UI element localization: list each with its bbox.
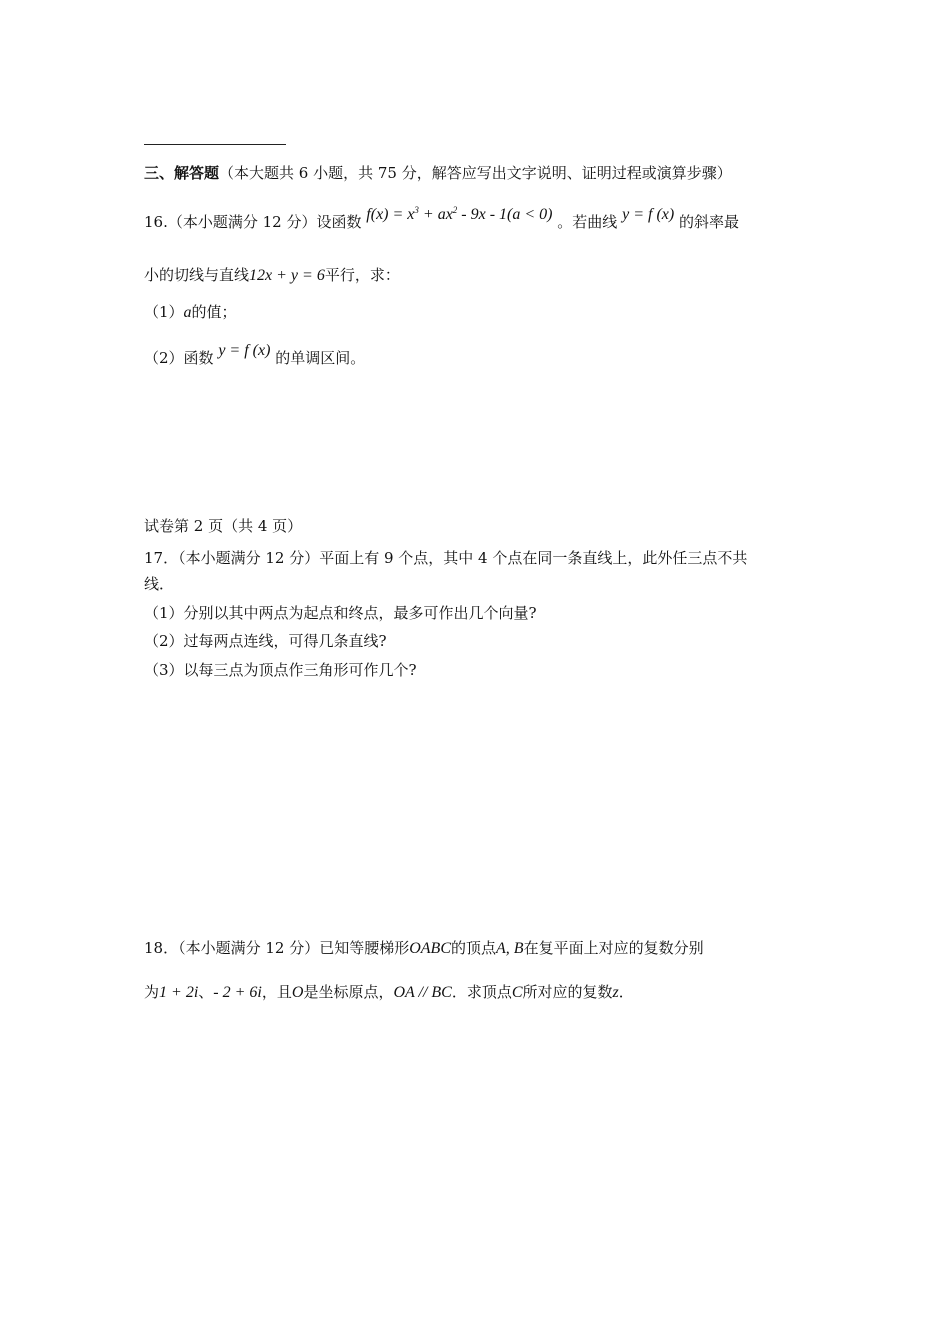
q18-zvar: z <box>612 984 619 1001</box>
section-note: （本大题共 6 小题，共 75 分，解答应写出文字说明、证明过程或演算步骤） <box>219 164 732 182</box>
section-title: 三、解答题 <box>144 164 220 182</box>
q16-part1-label: （1） <box>144 303 184 321</box>
q18-parallel: OA // BC <box>393 984 452 1001</box>
header-rule <box>144 144 286 145</box>
q16-points: （本小题满分 12 分） <box>167 213 317 231</box>
q18-l1-a: 18．（本小题满分 12 分）已知等腰梯形 <box>144 939 410 957</box>
q17-part3: （3）以每三点为顶点作三角形可作几个? <box>144 661 417 679</box>
q18-points: A, B <box>496 940 524 957</box>
q16-curve-formula: y = f (x) <box>622 206 675 223</box>
q18-z1: 1 + 2i <box>159 984 199 1001</box>
q18-origin: O <box>291 984 304 1001</box>
page-footer: 试卷第 2 页（共 4 页） <box>144 517 303 535</box>
q16-line2-b: 平行，求： <box>324 266 400 284</box>
q18-line1 <box>144 938 704 959</box>
q18-l1-c: 在复平面上对应的复数分别 <box>523 939 704 957</box>
q17-part1: （1）分别以其中两点为起点和终点，最多可作出几个向量? <box>144 604 537 622</box>
q16-part2-text: 的单调区间。 <box>275 349 366 367</box>
q18-l2-d: ．求顶点 <box>451 983 512 1001</box>
q16-part2-label: （2）函数 <box>144 349 214 367</box>
q16-text-b: 。若曲线 <box>557 213 618 231</box>
q18-l1-b: 的顶点 <box>451 939 497 957</box>
q16-number: 16. <box>144 213 168 231</box>
q16-part2 <box>144 342 366 369</box>
q18-l2-e: 所对应的复数 <box>522 983 613 1001</box>
q18-z2: - 2 + 6i <box>213 984 262 1001</box>
q16-line2 <box>144 265 400 286</box>
q16-line2-a: 小的切线与直线 <box>144 266 250 284</box>
q18-l2-a: 为 <box>144 983 160 1001</box>
q18-l2-f: ． <box>618 983 634 1001</box>
q18-sep: 、 <box>198 983 214 1001</box>
q18-l2-b: ，且 <box>261 983 292 1001</box>
q16-part1 <box>144 302 237 323</box>
q16-function-formula: $f(x) = x^3 + ax^2 - 9x - 1(a < 0)$ <box>366 205 553 223</box>
q16-text-c: 的斜率最 <box>678 213 739 231</box>
q16-line-equation: 12x + y = 6 <box>249 267 325 284</box>
q18-vertex: C <box>511 984 523 1001</box>
q17-line2: 线． <box>144 575 175 593</box>
q16-part1-text: 的值； <box>191 303 237 321</box>
q18-trapezoid: OABC <box>409 940 451 957</box>
q18-line2 <box>144 982 634 1003</box>
q16-line1 <box>144 205 739 233</box>
q16-part2-formula: y = f (x) <box>218 342 271 359</box>
q18-l2-c: 是坐标原点， <box>303 983 394 1001</box>
q17-line1: 17．（本小题满分 12 分）平面上有 9 个点，其中 4 个点在同一条直线上，此外任三点不共 <box>144 549 748 567</box>
q16-text-a: 设函数 <box>316 213 362 231</box>
section-heading <box>144 163 732 183</box>
q17-part2: （2）过每两点连线，可得几条直线? <box>144 632 387 650</box>
q16-part1-var: a <box>183 304 192 321</box>
